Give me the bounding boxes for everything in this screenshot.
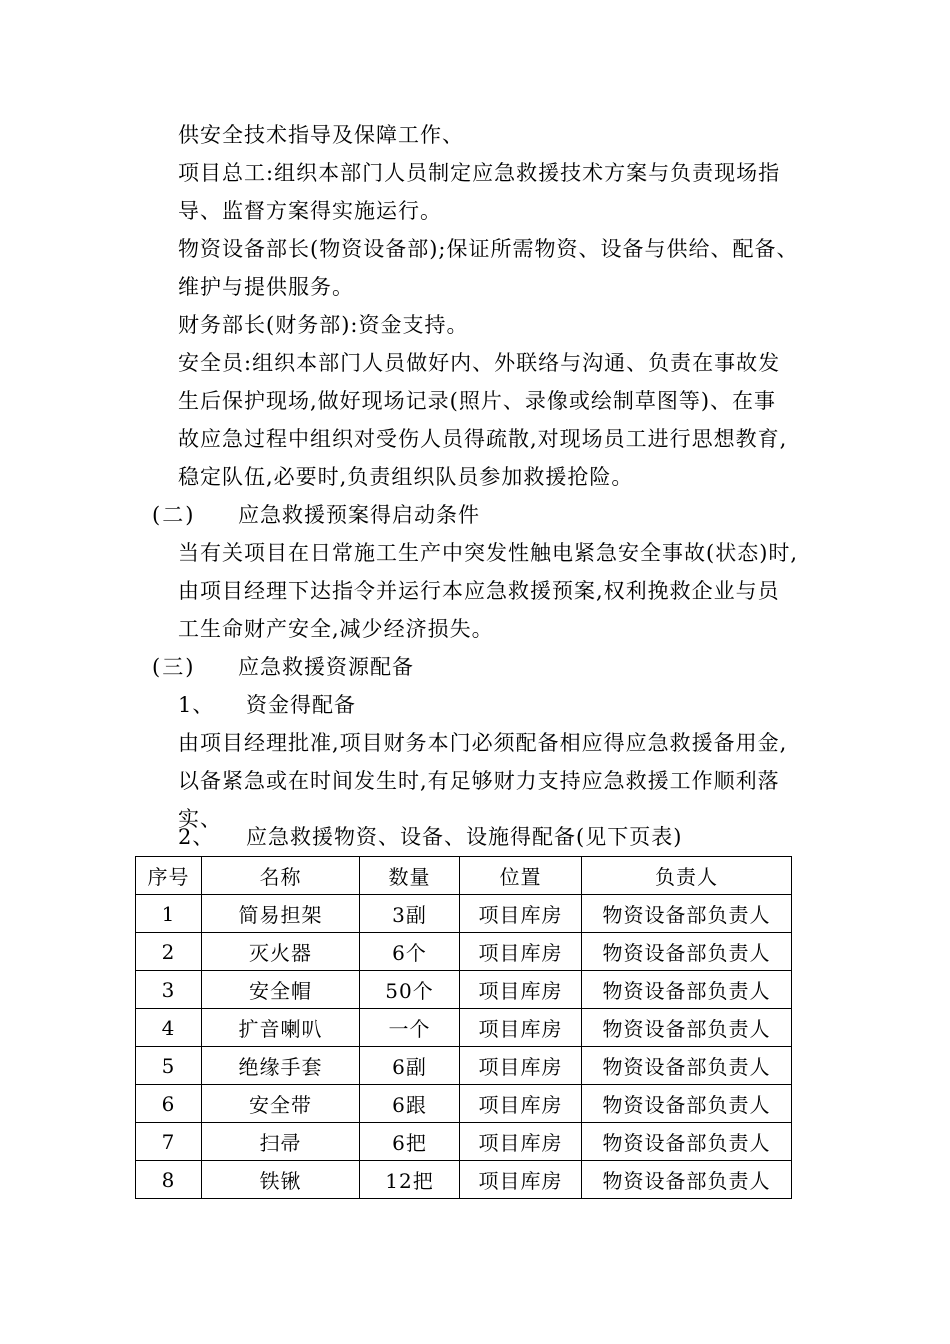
table-cell: 项目库房 — [460, 1123, 582, 1161]
table-cell: 项目库房 — [460, 1009, 582, 1047]
table-cell: 项目库房 — [460, 895, 582, 933]
table-cell: 扫帚 — [202, 1123, 360, 1161]
table-row — [136, 971, 792, 1009]
subsection-heading — [178, 818, 682, 856]
table-cell: 6 — [136, 1085, 202, 1123]
table-row — [136, 1123, 792, 1161]
table-cell: 物资设备部负责人 — [582, 1009, 792, 1047]
table-cell: 物资设备部负责人 — [582, 971, 792, 1009]
table-cell: 绝缘手套 — [202, 1047, 360, 1085]
table-cell: 项目库房 — [460, 971, 582, 1009]
paragraph-line: 由项目经理批准,项目财务本门必须配备相应得应急救援备用金, — [178, 731, 788, 755]
paragraph-line: 项目总工:组织本部门人员制定应急救援技术方案与负责现场指 — [178, 161, 781, 185]
table-cell: 物资设备部负责人 — [582, 1085, 792, 1123]
table-cell: 项目库房 — [460, 1161, 582, 1199]
paragraph-line: 财务部长(财务部):资金支持。 — [178, 313, 469, 337]
section-heading — [152, 648, 414, 686]
paragraph-line: 实、 — [178, 807, 222, 831]
table-cell: 安全帽 — [202, 971, 360, 1009]
table-cell: 3 — [136, 971, 202, 1009]
section-title: 应急救援资源配备 — [238, 655, 414, 679]
table-cell: 物资设备部负责人 — [582, 1161, 792, 1199]
header-cell: 序号 — [136, 857, 202, 895]
header-cell: 名称 — [202, 857, 360, 895]
table-row — [136, 933, 792, 971]
table-cell: 4 — [136, 1009, 202, 1047]
table-cell: 铁锹 — [202, 1161, 360, 1199]
table-cell: 项目库房 — [460, 1047, 582, 1085]
section-title: 应急救援预案得启动条件 — [238, 503, 480, 527]
table-cell: 6个 — [360, 933, 460, 971]
paragraph-line: 工生命财产安全,减少经济损失。 — [178, 617, 494, 641]
table-cell: 6副 — [360, 1047, 460, 1085]
section-heading — [152, 496, 480, 534]
paragraph-line: 稳定队伍,必要时,负责组织队员参加救援抢险。 — [178, 465, 634, 489]
table-cell: 简易担架 — [202, 895, 360, 933]
subsection-heading — [178, 686, 356, 724]
table-cell: 项目库房 — [460, 1085, 582, 1123]
section-number: (二) — [152, 503, 196, 527]
table-row — [136, 1085, 792, 1123]
table-cell: 项目库房 — [460, 933, 582, 971]
table-cell: 灭火器 — [202, 933, 360, 971]
table-cell: 扩音喇叭 — [202, 1009, 360, 1047]
table-cell: 1 — [136, 895, 202, 933]
table-cell: 8 — [136, 1161, 202, 1199]
table-cell: 7 — [136, 1123, 202, 1161]
subsection-number: 2、 — [178, 825, 215, 849]
paragraph-line: 当有关项目在日常施工生产中突发性触电紧急安全事故(状态)时, — [178, 541, 799, 565]
table-cell: 安全带 — [202, 1085, 360, 1123]
paragraph-line: 生后保护现场,做好现场记录(照片、录像或绘制草图等)、在事 — [178, 389, 777, 413]
paragraph-line: 安全员:组织本部门人员做好内、外联络与沟通、负责在事故发 — [178, 351, 781, 375]
table-cell: 2 — [136, 933, 202, 971]
table-cell: 5 — [136, 1047, 202, 1085]
section-number: (三) — [152, 655, 196, 679]
subsection-number: 1、 — [178, 693, 215, 717]
table-row — [136, 1047, 792, 1085]
table-row — [136, 1161, 792, 1199]
table-cell: 6跟 — [360, 1085, 460, 1123]
table-row — [136, 895, 792, 933]
table-cell: 6把 — [360, 1123, 460, 1161]
subsection-title: 资金得配备 — [246, 693, 356, 717]
header-cell: 负责人 — [582, 857, 792, 895]
table-cell: 12把 — [360, 1161, 460, 1199]
paragraph-line: 物资设备部长(物资设备部);保证所需物资、设备与供给、配备、 — [178, 237, 799, 261]
table-cell: 物资设备部负责人 — [582, 933, 792, 971]
paragraph-line: 供安全技术指导及保障工作、 — [178, 123, 464, 147]
table-cell: 物资设备部负责人 — [582, 1123, 792, 1161]
table-cell: 一个 — [360, 1009, 460, 1047]
header-cell: 数量 — [360, 857, 460, 895]
subsection-title: 应急救援物资、设备、设施得配备(见下页表) — [246, 825, 683, 849]
table-cell: 50个 — [360, 971, 460, 1009]
table-row — [136, 1009, 792, 1047]
table-header-row — [136, 857, 792, 895]
table-cell: 物资设备部负责人 — [582, 1047, 792, 1085]
paragraph-line: 由项目经理下达指令并运行本应急救援预案,权利挽救企业与员 — [178, 579, 780, 603]
table-cell: 物资设备部负责人 — [582, 895, 792, 933]
paragraph-line: 导、监督方案得实施运行。 — [178, 199, 442, 223]
paragraph-line: 故应急过程中组织对受伤人员得疏散,对现场员工进行思想教育, — [178, 427, 788, 451]
header-cell: 位置 — [460, 857, 582, 895]
paragraph-line: 以备紧急或在时间发生时,有足够财力支持应急救援工作顺利落 — [178, 769, 780, 793]
table-cell: 3副 — [360, 895, 460, 933]
resource-table — [135, 856, 792, 1199]
paragraph-line: 维护与提供服务。 — [178, 275, 354, 299]
